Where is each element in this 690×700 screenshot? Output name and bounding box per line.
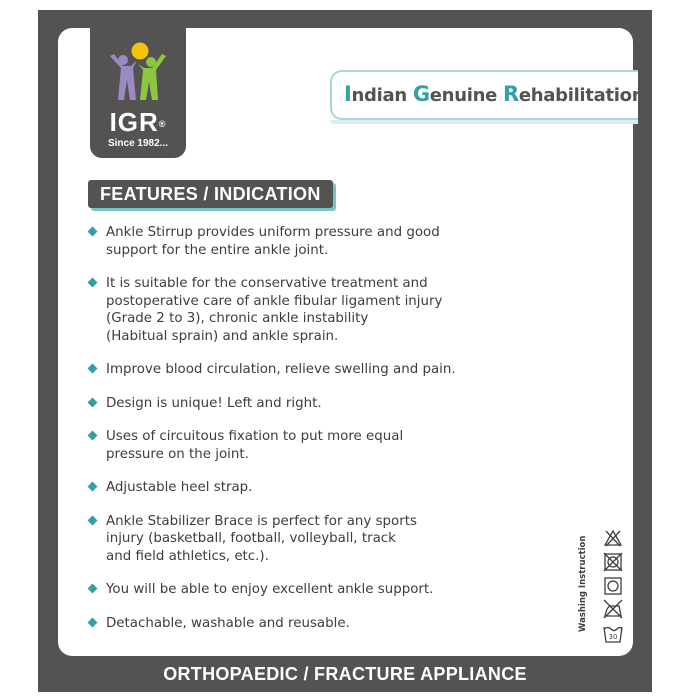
features-heading: FEATURES / INDICATION xyxy=(88,180,333,208)
diamond-bullet-icon xyxy=(88,482,98,492)
feature-text-line: You will be able to enjoy excellent ankle support. xyxy=(106,582,434,597)
feature-item xyxy=(84,581,504,599)
feature-item xyxy=(84,479,504,497)
logo-text: IGR® xyxy=(109,107,167,137)
wash-30-icon xyxy=(604,627,622,642)
feature-item xyxy=(84,275,504,345)
feature-text-line: Ankle Stirrup provides uniform pressure and good xyxy=(106,225,440,240)
diamond-bullet-icon xyxy=(88,617,98,627)
svg-text:30: 30 xyxy=(608,633,618,641)
logo-badge xyxy=(90,28,186,158)
feature-item xyxy=(84,395,504,413)
diamond-bullet-icon xyxy=(88,431,98,441)
feature-text-line: Adjustable heel strap. xyxy=(106,480,253,495)
feature-text-line: and field athletics, etc.). xyxy=(106,548,269,564)
feature-item xyxy=(84,224,504,259)
footer-banner: ORTHOPAEDIC / FRACTURE APPLIANCE xyxy=(163,664,527,684)
do-not-tumble-dry-icon xyxy=(604,553,622,571)
features-list xyxy=(84,224,504,632)
feature-text-line: Ankle Stabilizer Brace is perfect for any sports xyxy=(106,513,417,529)
feature-text-line: (Grade 2 to 3), chronic ankle instability xyxy=(106,311,369,326)
brand-name: Indian Genuine Rehabilitation xyxy=(344,82,645,106)
diamond-bullet-icon xyxy=(88,278,98,288)
do-not-iron-icon xyxy=(604,600,622,618)
feature-item xyxy=(84,361,504,379)
feature-text-line: support for the entire ankle joint. xyxy=(106,242,329,258)
feature-item xyxy=(84,428,504,463)
feature-text-line: (Habitual sprain) and ankle sprain. xyxy=(106,328,339,344)
diamond-bullet-icon xyxy=(88,397,98,407)
feature-text-line: postoperative care of ankle fibular ligament injury xyxy=(106,293,443,309)
do-not-bleach-icon xyxy=(605,531,621,546)
feature-text-line: Detachable, washable and reusable. xyxy=(106,615,350,631)
feature-text-line: Improve blood circulation, relieve swelling and pain. xyxy=(106,362,456,377)
feature-text-line: Design is unique! Left and right. xyxy=(106,395,322,411)
logo-since: Since 1982... xyxy=(107,138,169,149)
diamond-bullet-icon xyxy=(88,584,98,594)
feature-item xyxy=(84,513,504,566)
feature-text-line: injury (basketball, football, volleyball, track xyxy=(106,531,396,546)
washing-icons xyxy=(602,528,624,646)
feature-text-line: Uses of circuitous fixation to put more equal xyxy=(106,429,404,444)
washing-instruction-label: Washing Instruction xyxy=(578,535,588,632)
feature-text-line: It is suitable for the conservative treatment and xyxy=(106,276,428,291)
feature-item xyxy=(84,615,504,633)
do-not-dry-clean-icon xyxy=(605,578,621,594)
diamond-bullet-icon xyxy=(88,515,98,525)
logo-figures-icon xyxy=(106,42,170,106)
brand-banner xyxy=(330,70,645,120)
diamond-bullet-icon xyxy=(88,364,98,374)
feature-text-line: pressure on the joint. xyxy=(106,446,249,462)
diamond-bullet-icon xyxy=(88,227,98,237)
